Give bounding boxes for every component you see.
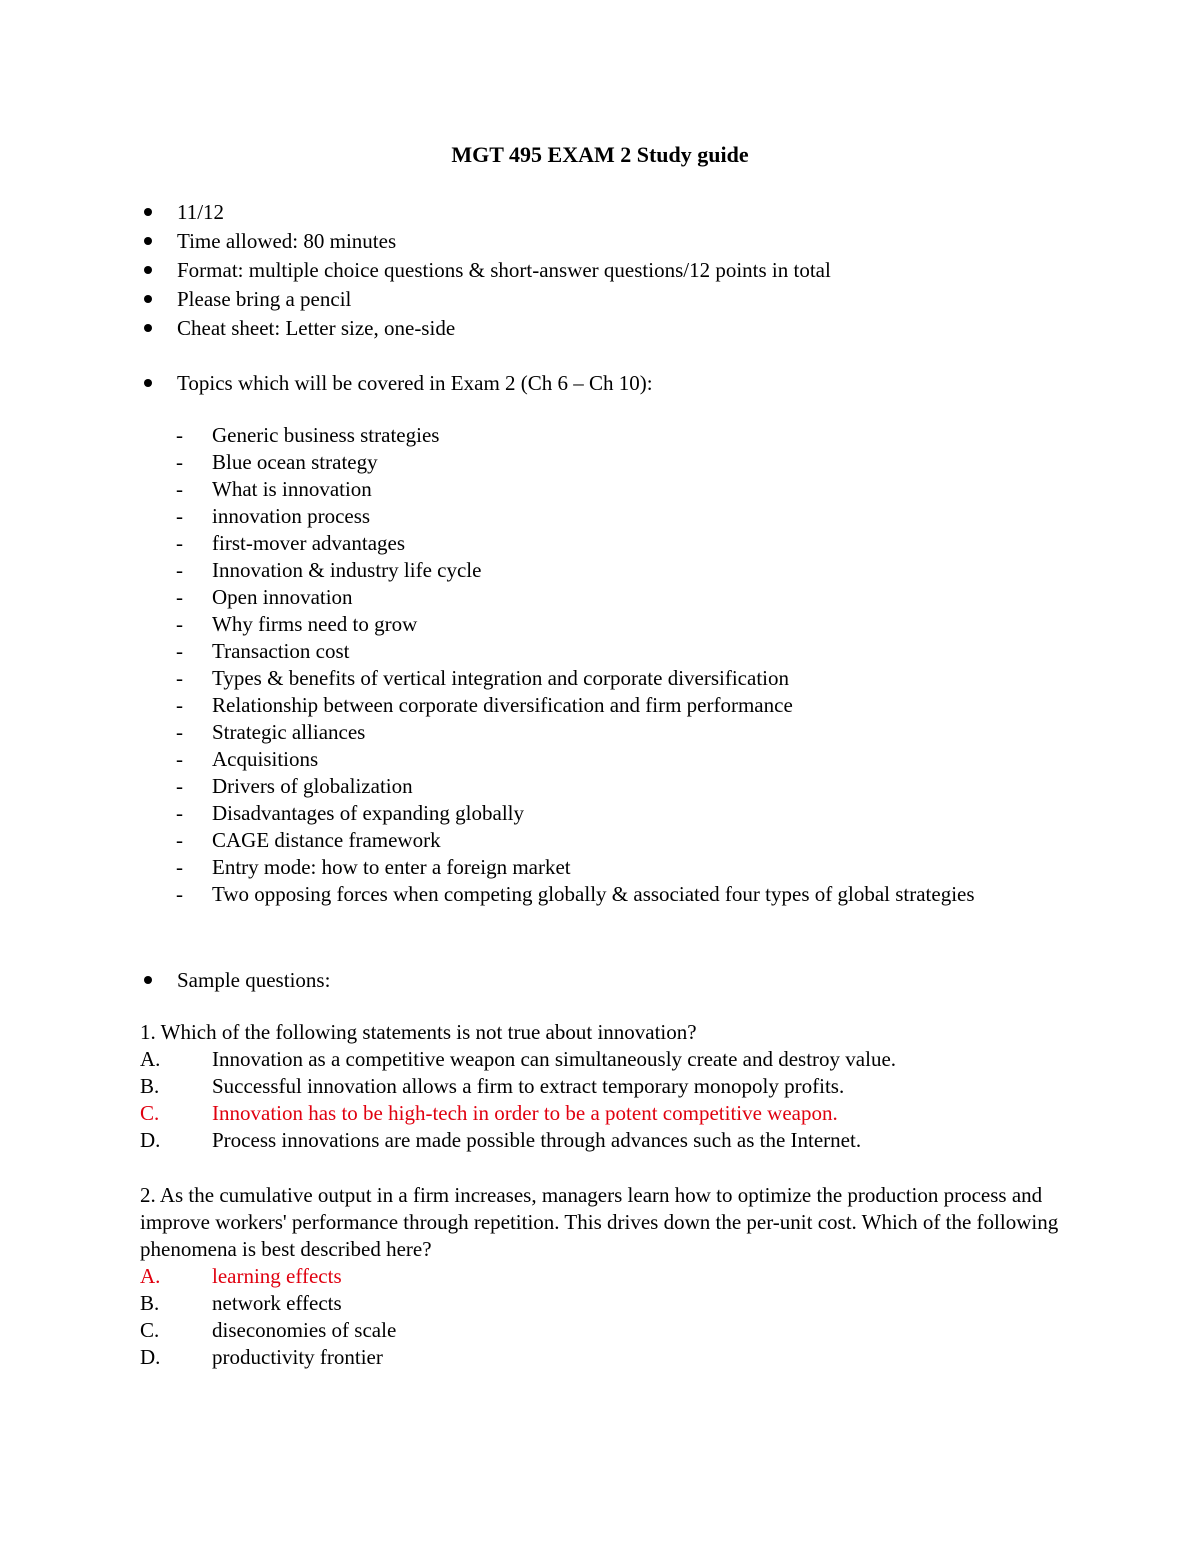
topic-item (140, 881, 1100, 908)
option-text: diseconomies of scale (212, 1318, 397, 1342)
bring-pencil: Please bring a pencil (177, 287, 352, 311)
dash-marker: - (176, 639, 183, 663)
dash-marker: - (176, 531, 183, 555)
topic-text: Relationship between corporate diversification and firm performance (212, 693, 793, 717)
topic-text: Types & benefits of vertical integration and corporate diversification (212, 666, 789, 690)
topic-text: Blue ocean strategy (212, 450, 378, 474)
topic-text: What is innovation (212, 477, 372, 501)
list-item (140, 227, 1100, 256)
option-text: learning effects (212, 1264, 342, 1288)
option-text: Process innovations are made possible through advances such as the Internet. (212, 1128, 862, 1152)
topic-item (140, 584, 1100, 611)
question-2 (140, 1182, 1060, 1371)
topic-text: Transaction cost (212, 639, 350, 663)
list-item (140, 198, 1100, 227)
dash-marker: - (176, 882, 183, 906)
option-letter: B. (140, 1074, 160, 1098)
question-stem: 2. As the cumulative output in a firm increases, managers learn how to optimize the production process and improve workers' performance through repetition. This drives down the per-unit cost. Which of the following phenomena is best described here? (140, 1183, 1059, 1261)
bullet-icon (144, 266, 152, 274)
option-letter: A. (140, 1047, 161, 1071)
exam-info-list (140, 198, 1100, 343)
topic-item (140, 854, 1100, 881)
topic-item (140, 692, 1100, 719)
topic-item (140, 611, 1100, 638)
topic-text: Entry mode: how to enter a foreign market (212, 855, 571, 879)
question-1 (140, 1019, 1060, 1154)
bullet-icon (144, 237, 152, 245)
topic-item (140, 719, 1100, 746)
answer-option (140, 1344, 1060, 1371)
question-stem: 1. Which of the following statements is not true about innovation? (140, 1020, 697, 1044)
option-text: productivity frontier (212, 1345, 383, 1369)
bullet-icon (144, 208, 152, 216)
topics-heading (140, 369, 1100, 398)
option-letter: D. (140, 1345, 161, 1369)
dash-marker: - (176, 450, 183, 474)
topic-item (140, 557, 1100, 584)
topic-item (140, 503, 1100, 530)
answer-option-correct (140, 1100, 1060, 1127)
dash-marker: - (176, 423, 183, 447)
dash-marker: - (176, 585, 183, 609)
topic-text: Acquisitions (212, 747, 319, 771)
dash-marker: - (176, 558, 183, 582)
topic-text: Why firms need to grow (212, 612, 418, 636)
option-letter: D. (140, 1128, 161, 1152)
dash-marker: - (176, 720, 183, 744)
topic-item (140, 422, 1100, 449)
question-options (140, 1263, 1060, 1371)
dash-marker: - (176, 612, 183, 636)
dash-marker: - (176, 747, 183, 771)
dash-marker: - (176, 477, 183, 501)
option-letter: C. (140, 1101, 160, 1125)
exam-date: 11/12 (177, 200, 225, 224)
topic-text: Open innovation (212, 585, 353, 609)
dash-marker: - (176, 801, 183, 825)
topic-item (140, 476, 1100, 503)
topic-text: Two opposing forces when competing globally & associated four types of global strategies (212, 882, 975, 906)
dash-marker: - (176, 774, 183, 798)
topic-item (140, 449, 1100, 476)
option-text: Innovation as a competitive weapon can simultaneously create and destroy value. (212, 1047, 897, 1071)
list-item (140, 285, 1100, 314)
dash-marker: - (176, 828, 183, 852)
bullet-icon (144, 379, 152, 387)
cheat-sheet: Cheat sheet: Letter size, one-side (177, 316, 456, 340)
topic-item (140, 665, 1100, 692)
bullet-icon (144, 324, 152, 332)
list-item (140, 314, 1100, 343)
time-allowed: Time allowed: 80 minutes (177, 229, 397, 253)
bullet-icon (144, 976, 152, 984)
topic-text: Drivers of globalization (212, 774, 413, 798)
answer-option-correct (140, 1263, 1060, 1290)
answer-option (140, 1127, 1060, 1154)
answer-option (140, 1290, 1060, 1317)
answer-option (140, 1073, 1060, 1100)
dash-marker: - (176, 666, 183, 690)
topic-item (140, 827, 1100, 854)
topic-item (140, 746, 1100, 773)
option-letter: B. (140, 1291, 160, 1315)
topic-text: CAGE distance framework (212, 828, 441, 852)
topic-text: Generic business strategies (212, 423, 440, 447)
option-text: network effects (212, 1291, 342, 1315)
answer-option (140, 1046, 1060, 1073)
list-item (140, 256, 1100, 285)
bullet-icon (144, 295, 152, 303)
topic-item (140, 530, 1100, 557)
topic-item (140, 638, 1100, 665)
page-title: MGT 495 EXAM 2 Study guide (451, 142, 749, 167)
option-text: Successful innovation allows a firm to extract temporary monopoly profits. (212, 1074, 845, 1098)
topic-text: Disadvantages of expanding globally (212, 801, 525, 825)
topic-text: Strategic alliances (212, 720, 366, 744)
dash-marker: - (176, 855, 183, 879)
sample-heading-text: Sample questions: (177, 968, 331, 992)
sample-questions-heading (140, 966, 1100, 995)
option-letter: C. (140, 1318, 160, 1342)
topic-text: innovation process (212, 504, 371, 528)
topic-item (140, 773, 1100, 800)
topic-text: first-mover advantages (212, 531, 406, 555)
option-text: Innovation has to be high-tech in order to be a potent competitive weapon. (212, 1101, 838, 1125)
question-options (140, 1046, 1060, 1154)
dash-marker: - (176, 504, 183, 528)
topics-list (140, 422, 1100, 908)
topic-item (140, 800, 1100, 827)
topic-text: Innovation & industry life cycle (212, 558, 482, 582)
dash-marker: - (176, 693, 183, 717)
answer-option (140, 1317, 1060, 1344)
option-letter: A. (140, 1264, 161, 1288)
topics-heading-text: Topics which will be covered in Exam 2 (Ch 6 – Ch 10): (177, 371, 653, 395)
exam-format: Format: multiple choice questions & short-answer questions/12 points in total (177, 258, 831, 282)
